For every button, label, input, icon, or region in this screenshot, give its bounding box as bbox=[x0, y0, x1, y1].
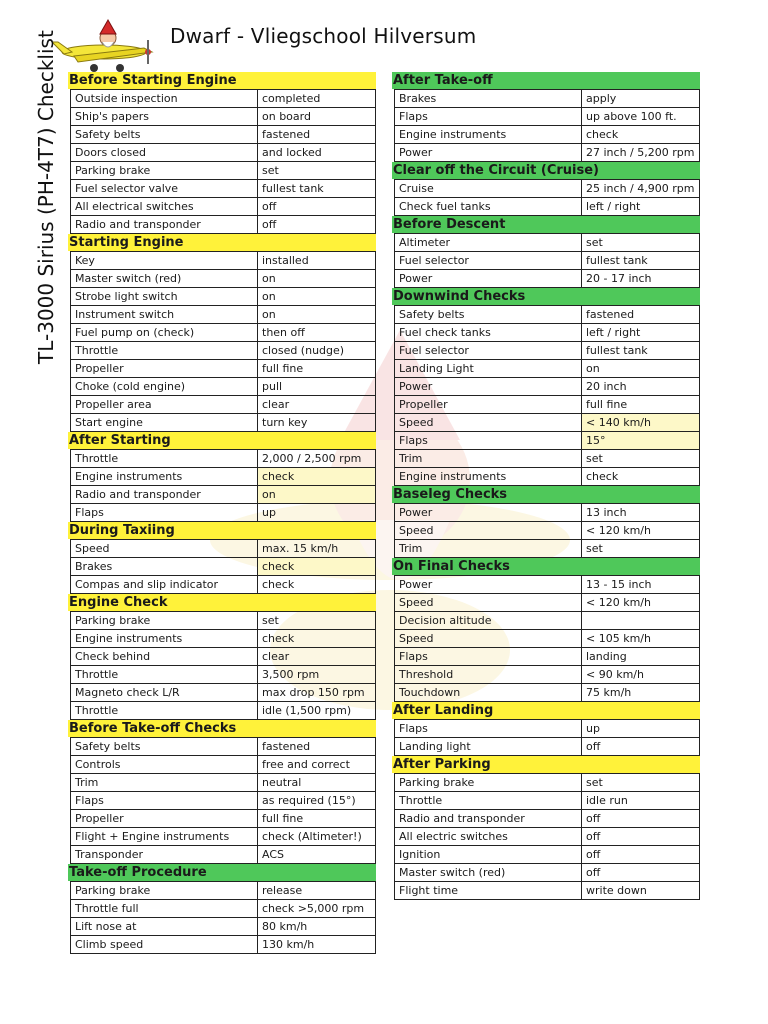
checklist-item: Doors closed bbox=[71, 144, 258, 162]
checklist-item: Propeller bbox=[71, 360, 258, 378]
checklist-action: < 90 km/h bbox=[582, 666, 700, 684]
checklist-row bbox=[395, 414, 700, 432]
checklist-row bbox=[71, 702, 376, 720]
checklist-row bbox=[395, 450, 700, 468]
checklist-row bbox=[395, 828, 700, 846]
checklist-action: left / right bbox=[582, 324, 700, 342]
checklist-action: fastened bbox=[258, 126, 376, 144]
checklist-table-after-take-off bbox=[394, 89, 700, 162]
checklist-action: full fine bbox=[258, 360, 376, 378]
checklist-table-engine-check bbox=[70, 611, 376, 720]
checklist-row bbox=[71, 378, 376, 396]
checklist-action: set bbox=[582, 774, 700, 792]
checklist-row bbox=[395, 342, 700, 360]
checklist-item: All electrical switches bbox=[71, 198, 258, 216]
checklist-row bbox=[395, 252, 700, 270]
checklist-action: on bbox=[582, 360, 700, 378]
checklist-action: on board bbox=[258, 108, 376, 126]
checklist-action: release bbox=[258, 882, 376, 900]
checklist-item: Engine instruments bbox=[395, 126, 582, 144]
checklist-action: fullest tank bbox=[582, 342, 700, 360]
checklist-item: Magneto check L/R bbox=[71, 684, 258, 702]
checklist-action: off bbox=[582, 846, 700, 864]
checklist-item: Landing Light bbox=[395, 360, 582, 378]
checklist-row bbox=[71, 684, 376, 702]
checklist-item: Fuel selector valve bbox=[71, 180, 258, 198]
checklist-row bbox=[71, 792, 376, 810]
section-header-after-landing: After Landing bbox=[392, 702, 700, 719]
section-header-during-taxiing: During Taxiing bbox=[68, 522, 376, 539]
dwarf-airplane-logo bbox=[44, 18, 164, 78]
checklist-action: check bbox=[582, 126, 700, 144]
checklist-row bbox=[395, 324, 700, 342]
checklist-action: check bbox=[582, 468, 700, 486]
checklist-row bbox=[395, 90, 700, 108]
checklist-action: 75 km/h bbox=[582, 684, 700, 702]
checklist-item: Key bbox=[71, 252, 258, 270]
checklist-row bbox=[71, 882, 376, 900]
checklist-action: 13 inch bbox=[582, 504, 700, 522]
checklist-item: Speed bbox=[395, 630, 582, 648]
checklist-row bbox=[71, 504, 376, 522]
section-header-engine-check: Engine Check bbox=[68, 594, 376, 611]
checklist-row bbox=[71, 810, 376, 828]
checklist-item: Safety belts bbox=[71, 126, 258, 144]
checklist-action: 15° bbox=[582, 432, 700, 450]
page-title: Dwarf - Vliegschool Hilversum bbox=[170, 24, 477, 48]
checklist-row bbox=[71, 306, 376, 324]
checklist-row bbox=[71, 162, 376, 180]
checklist-row bbox=[395, 198, 700, 216]
checklist-item: Flaps bbox=[395, 720, 582, 738]
checklist-item: Flaps bbox=[395, 648, 582, 666]
checklist-row bbox=[71, 648, 376, 666]
checklist-item: Fuel selector bbox=[395, 252, 582, 270]
checklist-action: on bbox=[258, 306, 376, 324]
checklist-action: check (Altimeter!) bbox=[258, 828, 376, 846]
checklist-row bbox=[395, 576, 700, 594]
checklist-action: off bbox=[258, 198, 376, 216]
checklist-action: closed (nudge) bbox=[258, 342, 376, 360]
checklist-item: Propeller bbox=[71, 810, 258, 828]
checklist-action: off bbox=[258, 216, 376, 234]
checklist-item: Throttle bbox=[71, 666, 258, 684]
checklist-row bbox=[395, 306, 700, 324]
checklist-row bbox=[71, 468, 376, 486]
section-header-starting-engine: Starting Engine bbox=[68, 234, 376, 251]
checklist-item: Speed bbox=[71, 540, 258, 558]
checklist-row bbox=[395, 468, 700, 486]
checklist-action: off bbox=[582, 864, 700, 882]
checklist-row bbox=[395, 234, 700, 252]
checklist-row bbox=[395, 504, 700, 522]
checklist-row bbox=[71, 288, 376, 306]
checklist-row bbox=[71, 396, 376, 414]
checklist-row bbox=[71, 936, 376, 954]
checklist-table-baseleg-checks bbox=[394, 503, 700, 558]
checklist-item: Safety belts bbox=[71, 738, 258, 756]
checklist-item: Ship's papers bbox=[71, 108, 258, 126]
checklist-row bbox=[71, 450, 376, 468]
checklist-row bbox=[71, 774, 376, 792]
checklist-action: check bbox=[258, 558, 376, 576]
checklist-action: fastened bbox=[582, 306, 700, 324]
checklist-action: installed bbox=[258, 252, 376, 270]
checklist-table-after-parking bbox=[394, 773, 700, 900]
right-checklist-column bbox=[392, 72, 700, 900]
checklist-action: completed bbox=[258, 90, 376, 108]
checklist-table-after-starting bbox=[70, 449, 376, 522]
checklist-item: Propeller bbox=[395, 396, 582, 414]
checklist-action: off bbox=[582, 810, 700, 828]
checklist-item: Propeller area bbox=[71, 396, 258, 414]
checklist-row bbox=[71, 738, 376, 756]
checklist-row bbox=[71, 666, 376, 684]
checklist-item: Transponder bbox=[71, 846, 258, 864]
checklist-item: All electric switches bbox=[395, 828, 582, 846]
checklist-row bbox=[71, 846, 376, 864]
checklist-action: clear bbox=[258, 648, 376, 666]
checklist-action: 80 km/h bbox=[258, 918, 376, 936]
section-header-before-starting-engine: Before Starting Engine bbox=[68, 72, 376, 89]
checklist-action: turn key bbox=[258, 414, 376, 432]
checklist-item: Throttle bbox=[71, 450, 258, 468]
checklist-action: clear bbox=[258, 396, 376, 414]
checklist-row bbox=[71, 558, 376, 576]
checklist-item: Power bbox=[395, 378, 582, 396]
checklist-action: off bbox=[582, 738, 700, 756]
checklist-table-on-final-checks bbox=[394, 575, 700, 702]
section-header-before-take-off-checks: Before Take-off Checks bbox=[68, 720, 376, 737]
checklist-action bbox=[582, 612, 700, 630]
checklist-action: neutral bbox=[258, 774, 376, 792]
left-checklist-column bbox=[68, 72, 376, 954]
checklist-item: Check fuel tanks bbox=[395, 198, 582, 216]
checklist-item: Speed bbox=[395, 594, 582, 612]
checklist-row bbox=[395, 144, 700, 162]
checklist-item: Fuel selector bbox=[395, 342, 582, 360]
section-header-on-final-checks: On Final Checks bbox=[392, 558, 700, 575]
checklist-table-before-starting-engine bbox=[70, 89, 376, 234]
checklist-item: Landing light bbox=[395, 738, 582, 756]
checklist-item: Trim bbox=[71, 774, 258, 792]
checklist-item: Climb speed bbox=[71, 936, 258, 954]
checklist-action: up above 100 ft. bbox=[582, 108, 700, 126]
checklist-item: Parking brake bbox=[71, 162, 258, 180]
checklist-row bbox=[395, 432, 700, 450]
checklist-item: Flaps bbox=[71, 504, 258, 522]
checklist-action: on bbox=[258, 270, 376, 288]
checklist-item: Master switch (red) bbox=[71, 270, 258, 288]
checklist-item: Throttle bbox=[395, 792, 582, 810]
checklist-action: apply bbox=[582, 90, 700, 108]
checklist-row bbox=[395, 612, 700, 630]
checklist-action: then off bbox=[258, 324, 376, 342]
checklist-row bbox=[395, 180, 700, 198]
checklist-item: Flaps bbox=[71, 792, 258, 810]
checklist-item: Parking brake bbox=[395, 774, 582, 792]
checklist-item: Trim bbox=[395, 450, 582, 468]
checklist-table-take-off-procedure bbox=[70, 881, 376, 954]
checklist-item: Fuel check tanks bbox=[395, 324, 582, 342]
checklist-row bbox=[395, 594, 700, 612]
checklist-row bbox=[71, 108, 376, 126]
checklist-row bbox=[71, 216, 376, 234]
checklist-row bbox=[395, 720, 700, 738]
checklist-item: Flaps bbox=[395, 108, 582, 126]
checklist-item: Outside inspection bbox=[71, 90, 258, 108]
checklist-item: Trim bbox=[395, 540, 582, 558]
checklist-row bbox=[395, 810, 700, 828]
checklist-item: Flight + Engine instruments bbox=[71, 828, 258, 846]
checklist-row bbox=[395, 360, 700, 378]
checklist-action: pull bbox=[258, 378, 376, 396]
checklist-row bbox=[395, 864, 700, 882]
checklist-action: fullest tank bbox=[582, 252, 700, 270]
checklist-row bbox=[395, 648, 700, 666]
checklist-table-before-take-off-checks bbox=[70, 737, 376, 864]
checklist-action: set bbox=[582, 540, 700, 558]
checklist-action: max drop 150 rpm bbox=[258, 684, 376, 702]
checklist-item: Safety belts bbox=[395, 306, 582, 324]
checklist-action: 13 - 15 inch bbox=[582, 576, 700, 594]
checklist-item: Cruise bbox=[395, 180, 582, 198]
checklist-action: 3,500 rpm bbox=[258, 666, 376, 684]
checklist-item: Choke (cold engine) bbox=[71, 378, 258, 396]
checklist-row bbox=[71, 630, 376, 648]
section-header-take-off-procedure: Take-off Procedure bbox=[68, 864, 376, 881]
section-header-after-starting: After Starting bbox=[68, 432, 376, 449]
checklist-item: Brakes bbox=[395, 90, 582, 108]
checklist-row bbox=[71, 918, 376, 936]
checklist-item: Radio and transponder bbox=[71, 486, 258, 504]
checklist-action: check bbox=[258, 576, 376, 594]
checklist-row bbox=[71, 900, 376, 918]
checklist-row bbox=[395, 630, 700, 648]
checklist-action: 27 inch / 5,200 rpm bbox=[582, 144, 700, 162]
checklist-table-clear-off-the-circuit-cruise bbox=[394, 179, 700, 216]
checklist-row bbox=[395, 126, 700, 144]
checklist-item: Power bbox=[395, 270, 582, 288]
checklist-table-after-landing bbox=[394, 719, 700, 756]
checklist-row bbox=[395, 792, 700, 810]
checklist-item: Parking brake bbox=[71, 882, 258, 900]
checklist-action: max. 15 km/h bbox=[258, 540, 376, 558]
checklist-row bbox=[395, 108, 700, 126]
checklist-item: Brakes bbox=[71, 558, 258, 576]
checklist-row bbox=[395, 774, 700, 792]
checklist-item: Ignition bbox=[395, 846, 582, 864]
checklist-action: < 120 km/h bbox=[582, 594, 700, 612]
checklist-row bbox=[71, 576, 376, 594]
checklist-item: Altimeter bbox=[395, 234, 582, 252]
checklist-action: full fine bbox=[258, 810, 376, 828]
checklist-row bbox=[395, 522, 700, 540]
section-header-baseleg-checks: Baseleg Checks bbox=[392, 486, 700, 503]
checklist-action: as required (15°) bbox=[258, 792, 376, 810]
checklist-action: write down bbox=[582, 882, 700, 900]
checklist-action: 2,000 / 2,500 rpm bbox=[258, 450, 376, 468]
checklist-row bbox=[71, 360, 376, 378]
checklist-action: set bbox=[582, 450, 700, 468]
checklist-item: Engine instruments bbox=[395, 468, 582, 486]
checklist-action: fullest tank bbox=[258, 180, 376, 198]
checklist-row bbox=[395, 540, 700, 558]
checklist-action: and locked bbox=[258, 144, 376, 162]
checklist-table-during-taxiing bbox=[70, 539, 376, 594]
checklist-item: Flight time bbox=[395, 882, 582, 900]
checklist-action: < 120 km/h bbox=[582, 522, 700, 540]
checklist-action: up bbox=[258, 504, 376, 522]
checklist-item: Power bbox=[395, 576, 582, 594]
checklist-table-before-descent bbox=[394, 233, 700, 288]
checklist-row bbox=[71, 414, 376, 432]
checklist-item: Engine instruments bbox=[71, 630, 258, 648]
section-header-clear-off-the-circuit-cruise: Clear off the Circuit (Cruise) bbox=[392, 162, 700, 179]
checklist-row bbox=[395, 738, 700, 756]
checklist-action: 20 - 17 inch bbox=[582, 270, 700, 288]
checklist-item: Engine instruments bbox=[71, 468, 258, 486]
checklist-item: Speed bbox=[395, 522, 582, 540]
checklist-row bbox=[71, 486, 376, 504]
checklist-row bbox=[71, 270, 376, 288]
checklist-item: Power bbox=[395, 144, 582, 162]
checklist-item: Threshold bbox=[395, 666, 582, 684]
checklist-action: check bbox=[258, 468, 376, 486]
checklist-item: Lift nose at bbox=[71, 918, 258, 936]
checklist-row bbox=[395, 666, 700, 684]
checklist-item: Throttle full bbox=[71, 900, 258, 918]
checklist-row bbox=[71, 180, 376, 198]
checklist-action: check bbox=[258, 630, 376, 648]
checklist-row bbox=[71, 144, 376, 162]
checklist-table-downwind-checks bbox=[394, 305, 700, 486]
checklist-action: check >5,000 rpm bbox=[258, 900, 376, 918]
checklist-action: full fine bbox=[582, 396, 700, 414]
checklist-item: Fuel pump on (check) bbox=[71, 324, 258, 342]
checklist-item: Parking brake bbox=[71, 612, 258, 630]
checklist-action: on bbox=[258, 288, 376, 306]
checklist-action: idle (1,500 rpm) bbox=[258, 702, 376, 720]
checklist-item: Power bbox=[395, 504, 582, 522]
checklist-action: landing bbox=[582, 648, 700, 666]
checklist-item: Radio and transponder bbox=[395, 810, 582, 828]
checklist-row bbox=[71, 756, 376, 774]
checklist-action: off bbox=[582, 828, 700, 846]
section-header-downwind-checks: Downwind Checks bbox=[392, 288, 700, 305]
checklist-row bbox=[395, 684, 700, 702]
checklist-action: up bbox=[582, 720, 700, 738]
checklist-item: Speed bbox=[395, 414, 582, 432]
checklist-item: Instrument switch bbox=[71, 306, 258, 324]
checklist-table-starting-engine bbox=[70, 251, 376, 432]
checklist-item: Decision altitude bbox=[395, 612, 582, 630]
checklist-action: on bbox=[258, 486, 376, 504]
checklist-action: set bbox=[582, 234, 700, 252]
section-header-after-parking: After Parking bbox=[392, 756, 700, 773]
checklist-action: < 105 km/h bbox=[582, 630, 700, 648]
checklist-row bbox=[395, 378, 700, 396]
checklist-item: Strobe light switch bbox=[71, 288, 258, 306]
side-title: TL-3000 Sirius (PH-4T7) Checklist bbox=[34, 30, 58, 364]
checklist-item: Throttle bbox=[71, 702, 258, 720]
checklist-row bbox=[71, 342, 376, 360]
checklist-row bbox=[395, 396, 700, 414]
checklist-action: 20 inch bbox=[582, 378, 700, 396]
section-header-after-take-off: After Take-off bbox=[392, 72, 700, 89]
checklist-item: Controls bbox=[71, 756, 258, 774]
checklist-row bbox=[71, 828, 376, 846]
checklist-row bbox=[71, 324, 376, 342]
checklist-action: < 140 km/h bbox=[582, 414, 700, 432]
checklist-item: Touchdown bbox=[395, 684, 582, 702]
checklist-item: Radio and transponder bbox=[71, 216, 258, 234]
checklist-action: set bbox=[258, 162, 376, 180]
checklist-action: set bbox=[258, 612, 376, 630]
checklist-row bbox=[395, 270, 700, 288]
checklist-action: ACS bbox=[258, 846, 376, 864]
checklist-item: Flaps bbox=[395, 432, 582, 450]
checklist-row bbox=[71, 90, 376, 108]
checklist-row bbox=[71, 198, 376, 216]
checklist-row bbox=[395, 846, 700, 864]
checklist-row bbox=[395, 882, 700, 900]
checklist-action: left / right bbox=[582, 198, 700, 216]
checklist-item: Check behind bbox=[71, 648, 258, 666]
checklist-action: 130 km/h bbox=[258, 936, 376, 954]
checklist-row bbox=[71, 540, 376, 558]
checklist-item: Compas and slip indicator bbox=[71, 576, 258, 594]
checklist-row bbox=[71, 612, 376, 630]
checklist-item: Start engine bbox=[71, 414, 258, 432]
checklist-item: Master switch (red) bbox=[395, 864, 582, 882]
section-header-before-descent: Before Descent bbox=[392, 216, 700, 233]
checklist-item: Throttle bbox=[71, 342, 258, 360]
checklist-row bbox=[71, 126, 376, 144]
checklist-action: free and correct bbox=[258, 756, 376, 774]
checklist-action: 25 inch / 4,900 rpm bbox=[582, 180, 700, 198]
checklist-action: idle run bbox=[582, 792, 700, 810]
checklist-row bbox=[71, 252, 376, 270]
checklist-action: fastened bbox=[258, 738, 376, 756]
